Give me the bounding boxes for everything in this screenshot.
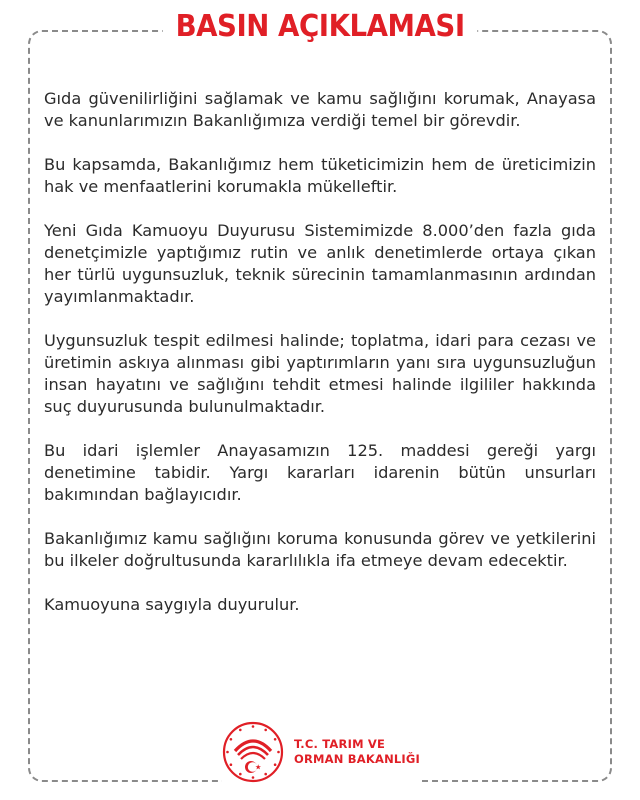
title-container — [0, 6, 640, 48]
ministry-name-line-2: ORMAN BAKANLIĞI — [294, 752, 421, 766]
ministry-name — [294, 737, 420, 767]
ministry-emblem-icon — [222, 721, 284, 783]
paragraph-5: Bu idari işlemler Anayasamızın 125. maddesi gereği yargı denetimine tabidir. Yargı kararları idarenin bütün unsurları bakımından bağlayıcıdır. — [44, 441, 596, 504]
paragraph-4: Uygunsuzluk tespit edilmesi halinde; toplatma, idari para cezası ve üretimin askıya alınması gibi yaptırımların yanı sıra uygunsuzluğun insan hayatını ve sağlığını tehdit etmesi halinde ilgililer hakkında suç duyurusunda bulunulmaktadır. — [44, 331, 596, 416]
press-release-body — [44, 88, 596, 638]
closing-line: Kamuoyuna saygıyla duyurulur. — [44, 595, 300, 614]
ministry-logo — [222, 722, 422, 782]
ministry-name-line-1: T.C. TARIM VE — [294, 737, 386, 751]
paragraph-3: Yeni Gıda Kamuoyu Duyurusu Sistemimizde 8.000’den fazla gıda denetçimizle yaptığımız rutin ve anlık denetimlerde ortaya çıkan her türlü uygunsuzluk, teknik sürecinin tamamlanmasının ardından yayımlanmaktadır. — [44, 221, 596, 306]
paragraph-2: Bu kapsamda, Bakanlığımız hem tüketicimizin hem de üreticimizin hak ve menfaatlerini korumakla mükelleftir. — [44, 155, 596, 196]
page-title: BASIN AÇIKLAMASI — [163, 6, 478, 48]
paragraph-1: Gıda güvenilirliğini sağlamak ve kamu sağlığını korumak, Anayasa ve kanunlarımızın Bakanlığımıza verdiği temel bir görevdir. — [44, 89, 596, 130]
paragraph-6: Bakanlığımız kamu sağlığını koruma konusunda görev ve yetkilerini bu ilkeler doğrultusunda kararlılıkla ifa etmeye devam edecektir. — [44, 529, 596, 570]
